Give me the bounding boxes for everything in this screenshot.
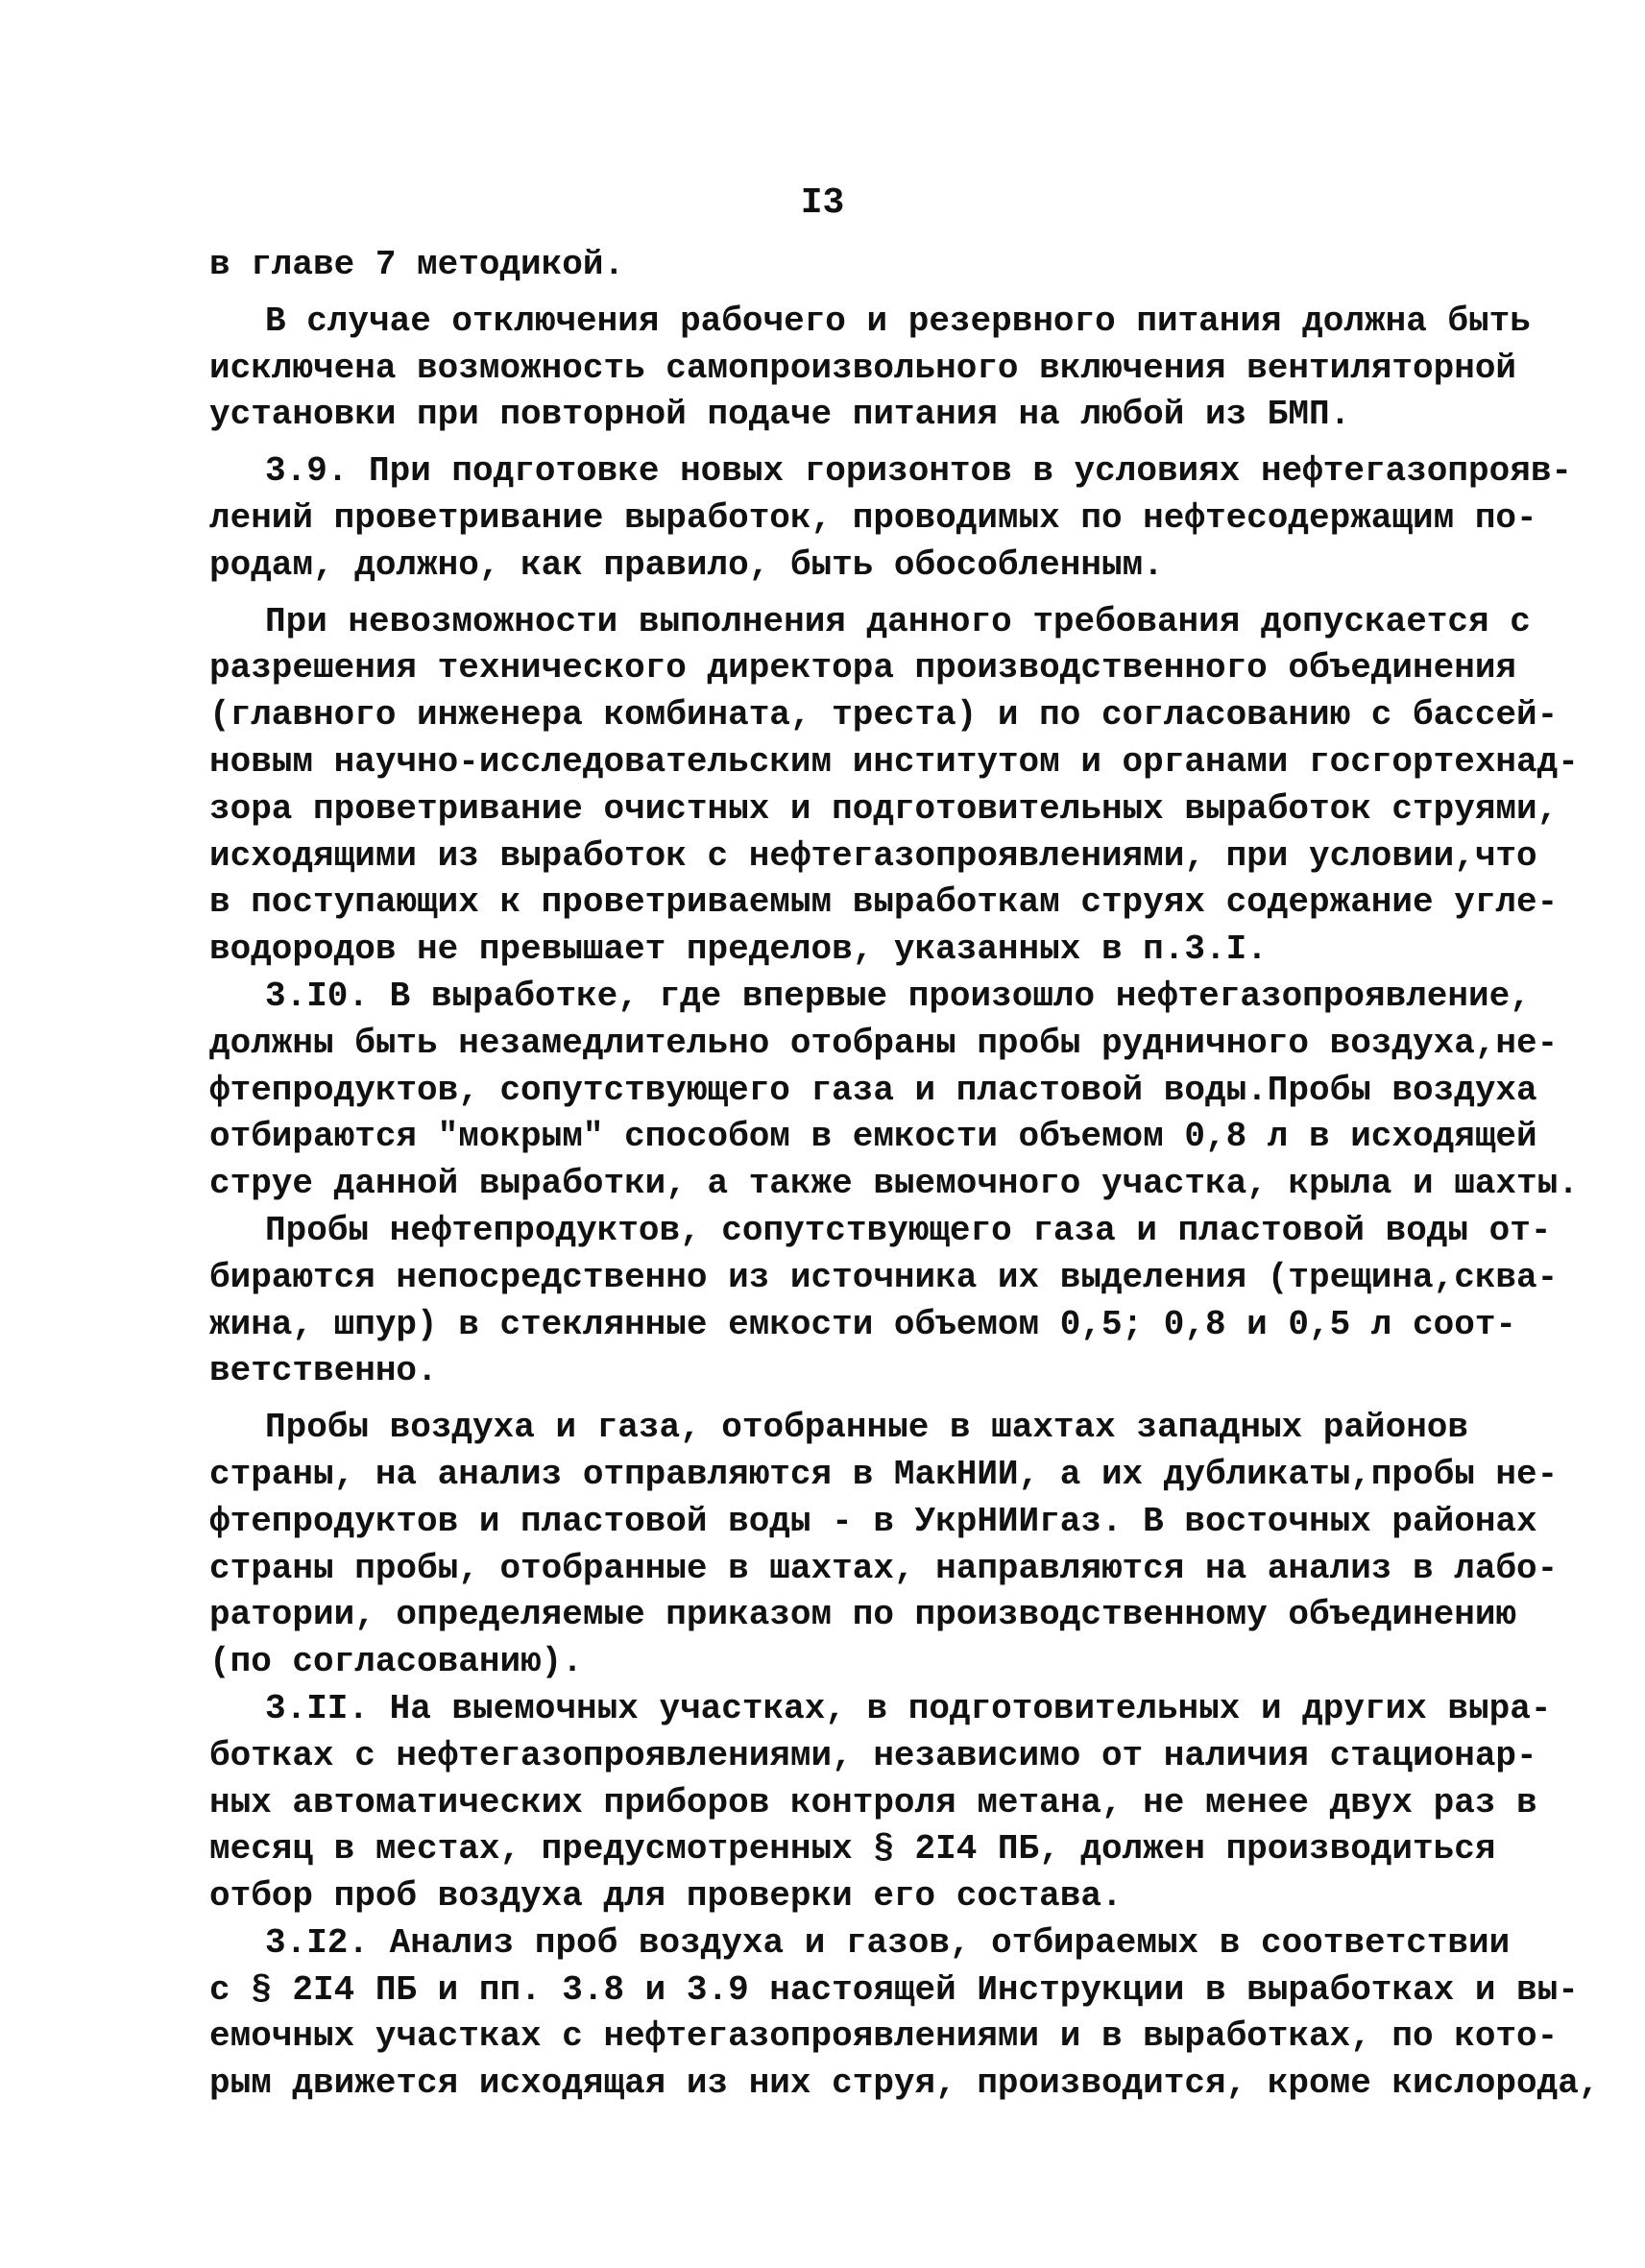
- text-line: фтепродуктов и пластовой воды - в УкрНИИгаз. В восточных районах: [209, 1501, 1537, 1541]
- text-line: зора проветривание очистных и подготовительных выработок струями,: [209, 788, 1559, 829]
- text-line: ботках с нефтегазопроявлениями, независимо от наличия стационар-: [209, 1735, 1537, 1775]
- text-line: ратории, определяемые приказом по производственному объединению: [209, 1595, 1517, 1635]
- text-line: Пробы воздуха и газа, отобранные в шахтах западных районов: [265, 1408, 1469, 1448]
- text-line: с § 2I4 ПБ и пп. 3.8 и 3.9 настоящей Инструкции в выработках и вы-: [209, 1969, 1579, 2010]
- text-line: жина, шпур) в стеклянные емкости объемом 0,5; 0,8 и 0,5 л соот-: [209, 1304, 1517, 1344]
- text-line: должны быть незамедлительно отобраны пробы рудничного воздуха,не-: [209, 1023, 1559, 1063]
- text-line: отбор проб воздуха для проверки его состава.: [209, 1876, 1123, 1917]
- text-line: разрешения технического директора производственного объединения: [209, 648, 1517, 688]
- text-line: лений проветривание выработок, проводимых по нефтесодержащим по-: [209, 497, 1537, 538]
- text-line: В случае отключения рабочего и резервного питания должна быть: [265, 301, 1531, 341]
- text-line: ных автоматических приборов контроля метана, не менее двух раз в: [209, 1782, 1537, 1822]
- text-line: в поступающих к проветриваемым выработкам струях содержание угле-: [209, 882, 1559, 923]
- page-number: I3: [800, 182, 845, 224]
- text-line: страны пробы, отобранные в шахтах, направляются на анализ в лабо-: [209, 1548, 1559, 1588]
- text-line: родам, должно, как правило, быть обособленным.: [209, 544, 1164, 585]
- text-line: При невозможности выполнения данного требования допускается с: [265, 601, 1531, 641]
- text-line: 3.II. На выемочных участках, в подготовительных и других выра-: [265, 1688, 1552, 1728]
- text-line: рым движется исходящая из них струя, производится, кроме кислорода,: [209, 2063, 1600, 2104]
- text-line: ветственно.: [209, 1351, 438, 1391]
- text-line: Пробы нефтепродуктов, сопутствующего газа и пластовой воды от-: [265, 1210, 1552, 1250]
- text-line: исключена возможность самопроизвольного включения вентиляторной: [209, 348, 1517, 388]
- body-text: [209, 242, 1600, 2108]
- text-line: фтепродуктов, сопутствующего газа и пластовой воды.Пробы воздуха: [209, 1070, 1537, 1110]
- text-line: бираются непосредственно из источника их выделения (трещина,сква-: [209, 1257, 1559, 1297]
- text-line: установки при повторной подаче питания на любой из БМП.: [209, 395, 1351, 435]
- text-line: (по согласованию).: [209, 1642, 583, 1682]
- text-line: водородов не превышает пределов, указанных в п.3.I.: [209, 929, 1268, 970]
- text-line: новым научно-исследовательским институтом и органами госгортехнад-: [209, 741, 1579, 782]
- text-line: (главного инженера комбината, треста) и по согласованию с бассей-: [209, 695, 1559, 736]
- text-line: исходящими из выработок с нефтегазопроявлениями, при условии,что: [209, 835, 1537, 876]
- text-line: струе данной выработки, а также выемочного участка, крыла и шахты.: [209, 1164, 1579, 1204]
- text-line: страны, на анализ отправляются в МакНИИ, а их дубликаты,пробы не-: [209, 1454, 1559, 1494]
- text-line: 3.9. При подготовке новых горизонтов в условиях нефтегазопрояв-: [265, 451, 1573, 492]
- text-line: месяц в местах, предусмотренных § 2I4 ПБ, должен производиться: [209, 1829, 1496, 1870]
- text-line: в главе 7 методикой.: [209, 245, 625, 284]
- text-line: 3.I2. Анализ проб воздуха и газов, отбираемых в соответствии: [265, 1922, 1511, 1963]
- text-line: отбираются "мокрым" способом в емкости объемом 0,8 л в исходящей: [209, 1117, 1537, 1157]
- text-line: емочных участках с нефтегазопроявлениями и в выработках, по кото-: [209, 2016, 1559, 2057]
- text-line: 3.I0. В выработке, где впервые произошло нефтегазопроявление,: [265, 976, 1531, 1016]
